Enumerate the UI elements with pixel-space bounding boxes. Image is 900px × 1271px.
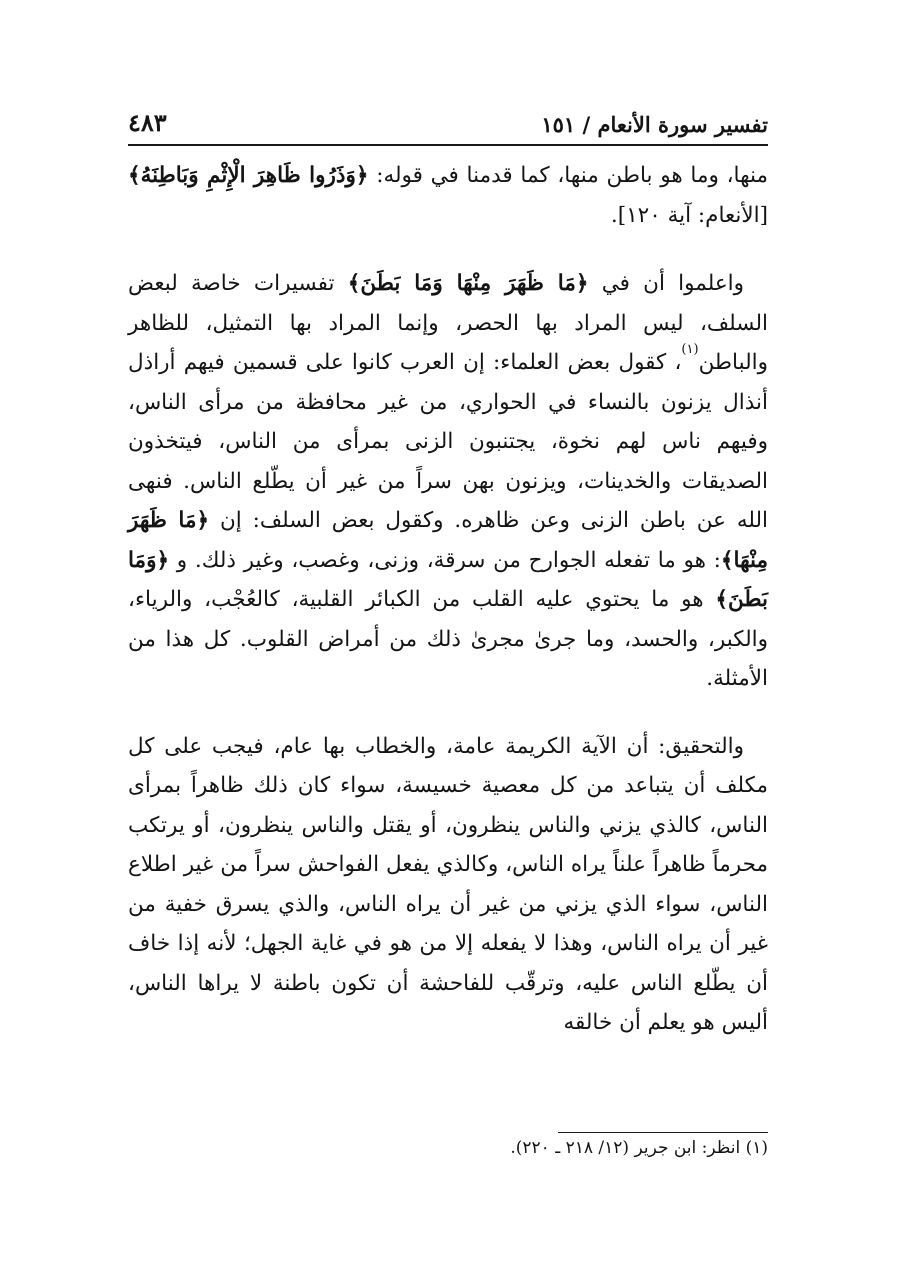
- footnote-divider: [558, 1132, 768, 1133]
- paragraph-2-text-3: ، كقول بعض العلماء: إن العرب كانوا على قسمين فيهم أراذل أنذال يزنون بالنساء في الحواري، من غير محافظة من مرأى الناس، وفيهم ناس لهم نخوة، يجتنبون الزنى بمرأى من الناس، فيتخذون الصديقات والخدينات، ويزنون بهن سراً من غير أن يطّلع الناس. فنهى الله عن باطن الزنى وعن ظاهره. وكقول بعض السلف: إن: [128, 350, 768, 533]
- paragraph-2-text-4: : هو ما تفعله الجوارح من سرقة، وزنى، وغصب، وغير ذلك. و: [169, 547, 721, 573]
- paragraph-1: [128, 156, 768, 235]
- page-body: [128, 108, 768, 1158]
- paragraph-1-text-2: [الأنعام: آية ١٢٠].: [610, 202, 768, 228]
- paragraph-2-text-2: تفسيرات خاصة لبعض السلف، ليس المراد بها الحصر، وإنما المراد بها التمثيل، للظاهر والباطن: [128, 271, 768, 375]
- footnote-marker: (١): [681, 342, 699, 357]
- quran-verse-1: ﴿وَذَرُوا ظَاهِرَ الْإِثْمِ وَبَاطِنَهُ﴾: [128, 163, 369, 188]
- paragraph-2-text-5: هو ما يحتوي عليه القلب من الكبائر القلبية، كالعُجْب، والرياء، والكبر، والحسد، وما جرىٰ مجرىٰ ذلك من أمراض القلوب. كل هذا من الأمثلة.: [128, 587, 768, 691]
- page-number: ٤٨٣: [128, 108, 167, 137]
- paragraph-3: [128, 727, 768, 1043]
- footnote: (١) انظر: ابن جرير (١٢/ ٢١٨ ـ ٢٢٠).: [510, 1138, 768, 1158]
- quran-verse-3: ﴿مَا ظَهَرَ مِنْهَا﴾: [128, 508, 768, 573]
- paragraph-2-text-1: واعلموا أن في: [588, 271, 744, 296]
- running-header: [128, 108, 768, 146]
- quran-verse-4: ﴿وَمَا بَطَنَ﴾: [128, 547, 768, 612]
- paragraph-2: [128, 264, 768, 699]
- paragraph-3-text-1: والتحقيق: أن الآية الكريمة عامة، والخطاب بها عام، فيجب على كل مكلف أن يتباعد من كل معصية خسيسة، سواء كان ذلك ظاهراً بمرأى الناس، كالذي يزني والناس ينظرون، أو يقتل والناس ينظرون، أو يرتكب محرماً ظاهراً علناً يراه الناس، وكالذي يفعل الفواحش سراً من غير اطلاع الناس، سواء الذي يزني من غير أن يراه الناس، والذي يسرق خفية من غير أن يراه الناس، وهذا لا يفعله إلا من هو في غاية الجهل؛ لأنه إذا خاف أن يطّلع الناس عليه، وترقّب للفاحشة أن تكون باطنة لا يراها الناس، أليس هو يعلم أن خالقه: [128, 733, 768, 1035]
- quran-verse-2: ﴿مَا ظَهَرَ مِنْهَا وَمَا بَطَنَ﴾: [347, 271, 589, 296]
- paragraph-1-text-1: منها، وما هو باطن منها، كما قدمنا في قوله:: [368, 163, 768, 188]
- header-title: تفسير سورة الأنعام / ١٥١: [541, 112, 768, 137]
